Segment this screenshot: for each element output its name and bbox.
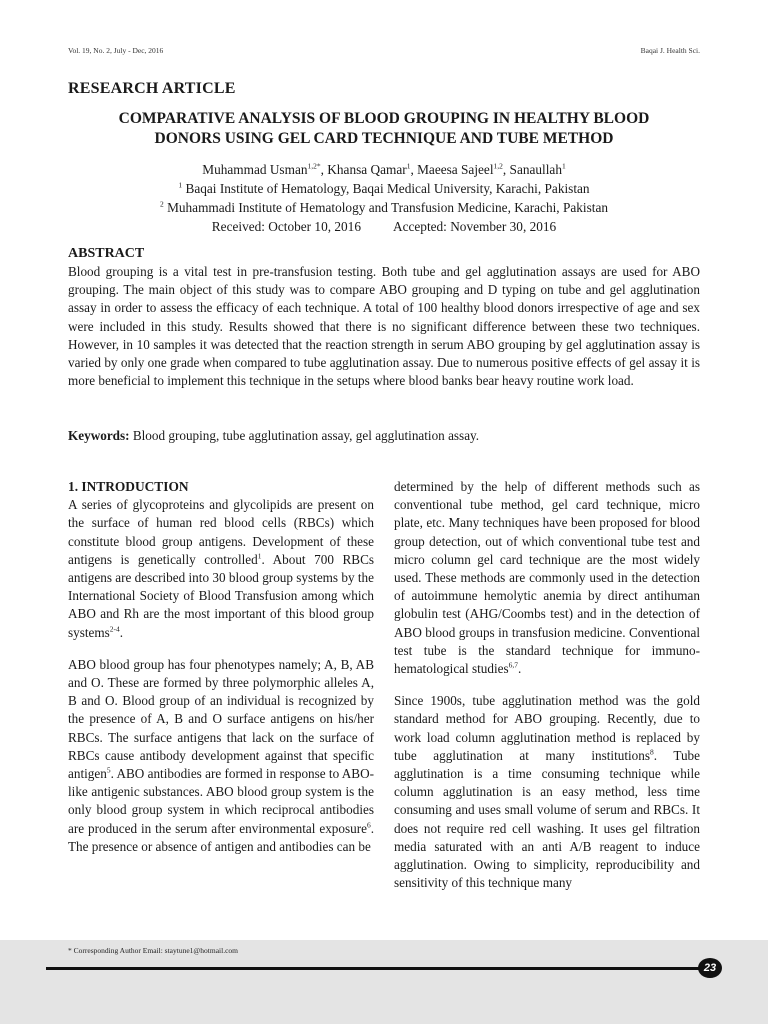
author-name: Khansa Qamar: [327, 162, 407, 177]
author-name: Sanaullah: [509, 162, 562, 177]
received-date: Received: October 10, 2016: [211, 219, 361, 234]
keywords-label: Keywords:: [68, 428, 130, 443]
corresponding-author-note: * Corresponding Author Email: staytune1@hotmail.com: [68, 946, 239, 955]
keywords: [68, 428, 700, 444]
page-number: 23: [698, 958, 722, 978]
column-right: [394, 478, 700, 892]
author-affil: 1,2*: [307, 161, 321, 171]
affiliation: [68, 179, 700, 198]
accepted-date: Accepted: November 30, 2016: [392, 219, 557, 234]
author-affil: 1: [561, 161, 566, 171]
abstract-heading: ABSTRACT: [68, 246, 145, 261]
paragraph: A series of glycoproteins and glycolipids are present on the surface of human red blood cells (RBCs) which constitute blood group antigens. Development of these antigens is genetically controlled$^1$. About 700 RBCs antigens are described into 30 blood group systems by the International Society of Blood Transfusion among which ABO and Rh are the most important of this blood group systems$^{2-4}$.: [68, 497, 374, 640]
section-heading: 1. INTRODUCTION: [68, 479, 189, 494]
author-affil: 1: [406, 161, 411, 171]
author-affil: 1,2: [493, 161, 503, 171]
affiliation-text: Muhammadi Institute of Hematology and Transfusion Medicine, Karachi, Pakistan: [167, 200, 609, 215]
author-name: Maeesa Sajeel: [417, 162, 494, 177]
journal-name: Baqai J. Health Sci.: [640, 46, 700, 55]
front-matter: [68, 160, 700, 236]
paragraph: determined by the help of different methods such as conventional tube method, gel card technique, micro plate, etc. Many techniques have been proposed for blood group detection, out of which conventional tube test and micro column gel card technique are the most widely used. These methods are commonly used in the detection of autoimmune hemolytic anemia by direct antihuman globulin test (AHG/Coombs test) and in the detection of ABO blood groups in transfusion medicine. Conventional test tube is the standard technique for immuno-hematological studies$^{6,7}$.: [394, 479, 700, 677]
running-header: [68, 46, 700, 58]
dates-line: [68, 217, 700, 236]
affiliation-mark: 1: [178, 180, 183, 190]
citation-ref: 5: [106, 765, 111, 775]
column-left: [68, 478, 374, 856]
footer-rule: [46, 967, 706, 970]
citation-ref: 2-4: [109, 624, 120, 634]
citation-ref: 8: [649, 747, 654, 757]
article-title: [68, 109, 700, 149]
citation-ref: 6: [366, 820, 371, 830]
citation-ref: 6,7: [508, 660, 519, 670]
paragraph: ABO blood group has four phenotypes namely; A, B, AB and O. These are formed by three polymorphic alleles A, B and O. Blood group of an individual is recognized by the presence of A, B and O surface antigens on his/her RBCs. The surface antigens that lack on the surface of RBCs cause antibody development against that specific antigen$^5$. ABO antibodies are formed in response to ABO-like antigenic substances. ABO blood group system is the only blood group system in which reciprocal antibodies are produced in the serum after environmental exposure$^6$. The presence or absence of antigen and antibodies can be: [68, 656, 374, 854]
journal-issue: Vol. 19, No. 2, July - Dec, 2016: [68, 46, 164, 55]
citation-ref: 1: [257, 551, 262, 561]
affiliation-text: Baqai Institute of Hematology, Baqai Medical University, Karachi, Pakistan: [185, 181, 590, 196]
title-line: COMPARATIVE ANALYSIS OF BLOOD GROUPING IN HEALTHY BLOOD: [118, 110, 650, 127]
author-list: Muhammad Usman$^{1,2*}$, Khansa Qamar$^1$, Maeesa Sajeel$^{1,2}$, Sanaullah$^1$: [202, 161, 566, 177]
author-name: Muhammad Usman: [202, 162, 308, 177]
keywords-text: Blood grouping, tube agglutination assay, gel agglutination assay.: [132, 428, 480, 443]
abstract-text: Blood grouping is a vital test in pre-transfusion testing. Both tube and gel agglutination assays are used for ABO grouping. The main object of this study was to compare ABO grouping and D typing on tube and gel agglutination assay in order to assess the efficacy of each technique. A total of 100 healthy blood donors irrespective of age and sex were included in this study. Results showed that there is no significant difference between these two techniques. However, in 10 samples it was detected that the reaction strength in serum ABO grouping by gel agglutination assay is varied by only one grade when compared to tube agglutination assay. Due to numerous positive effects of gel assay it is more beneficial to implement this technique in the setups where blood banks bear heavy routine work load.: [68, 264, 700, 389]
title-line: DONORS USING GEL CARD TECHNIQUE AND TUBE METHOD: [154, 130, 614, 147]
affiliation: [68, 198, 700, 217]
article-type: RESEARCH ARTICLE: [68, 80, 236, 97]
paragraph: Since 1900s, tube agglutination method was the gold standard method for ABO grouping. Recently, due to work load column agglutination method is replaced by tube agglutination at many institutions$^8$. Tube agglutination is a time consuming technique while column agglutination is an easy method, less time consuming and uses small volume of serum and RBCs. It does not require red cell washing. It uses gel filtration media saturated with an anti A/B reagent to induce agglutination. Owing to simplicity, reproducibility and sensitivity of this technique many: [394, 693, 700, 891]
affiliation-mark: 2: [159, 199, 164, 209]
